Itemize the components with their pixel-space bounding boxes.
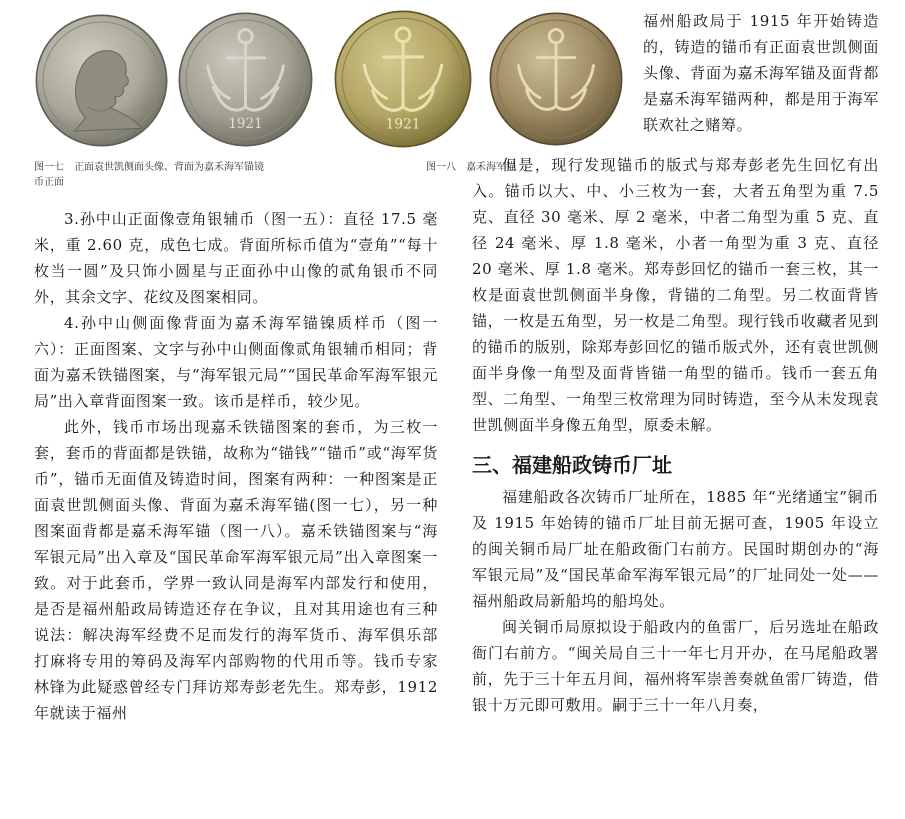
coin-anchor-reverse-bronze [489,12,623,146]
figure17-caption-line2: 币正面 [34,177,64,188]
paragraph-sun-yatsen-10-cent: 3.孙中山正面像壹角银辅币（图一五）：直径 17.5 毫米，重 2.60 克，成色七成。背面所标币值为“壹角”“每十枚当一圆”及只饰小圆星与正面孙中山像的贰角银币不同外，其余文字、花纹及图案相同。 [34,210,438,306]
coin-year-mark: 1921 [385,116,421,133]
paragraph-minguan-mint: 闽关铜币局原拟设于船政内的鱼雷厂，后另选址在船政衙门右前方。“闽关局自三十一年七月开办，在马尾船政署前，先于三十年五月间，福州将军崇善奏就鱼雷厂铸造，借银十万元即可敷用。嗣于三十一年八月奏， [472,618,879,714]
coin-anchor-reverse-1 [178,12,313,147]
figure17-caption [34,160,334,190]
figure17-caption-line1: 图一七 正面袁世凯侧面头像、背面为嘉禾海军锚镜 [34,162,264,173]
coin-portrait-obverse [35,14,168,147]
coin-anchor-obverse-gold [334,10,472,148]
right-column-top [643,8,879,138]
section-heading-mint-sites: 三、福建船政铸币厂址 [472,453,672,477]
coin-year-mark: 1921 [228,116,263,133]
left-column [34,206,438,726]
paragraph-fuzhou-1915: 福州船政局于 1915 年开始铸造的，铸造的锚币有正面袁世凯侧面头像、背面为嘉禾海军锚及面背都是嘉禾海军锚两种，都是用于海军联欢社之赌筹。 [643,12,879,134]
paragraph-anchor-coin-sets: 此外，钱币市场出现嘉禾铁锚图案的套币，为三枚一套，套币的背面都是铁锚，故称为“锚钱”“锚币”或“海军货币”，锚币无面值及铸造时间，图案有两种：一种图案是正面袁世凯侧面头像、背面为嘉禾海军锚(图一七），另一种图案面背都是嘉禾海军锚（图一八）。嘉禾铁锚图案与“海军银元局”出入章及“国民革命军海军银元局”出入章图案一致。对于此套币，学界一致认同是海军内部发行和使用，是否是福州船政局铸造还存在争议，且对其用途也有三种说法：解决海军经费不足而发行的海军货币、海军俱乐部打麻将专用的筹码及海军内部购物的代用币等。钱币专家林锋为此疑惑曾经专门拜访郑寿彭老先生。郑寿彭，1912 年就读于福州 [34,418,438,722]
figure18-caption-text: 图一八 嘉禾海军锚 [426,162,516,173]
paragraph-sun-yatsen-nickel-pattern: 4.孙中山侧面像背面为嘉禾海军锚镍质样币（图一六）：正面图案、文字与孙中山侧面像贰角银辅币相同；背面为嘉禾铁锚图案，与“海军银元局”“国民革命军海军银元局”出入章背面图案一致。该币是样币，较少见。 [34,314,438,410]
paragraph-mint-locations: 福建船政各次铸币厂址所在，1885 年“光绪通宝”铜币及 1915 年始铸的锚币厂址目前无据可查，1905 年设立的闽关铜币局厂址在船政衙门右前方。民国时期创办的“海军银元局”及“国民革命军海军银元局”的厂址同处一处——福州船政局新船坞的船坞处。 [472,488,879,610]
paragraph-anchor-coin-variants: 但是，现行发现锚币的版式与郑寿彭老先生回忆有出入。锚币以大、中、小三枚为一套，大者五角型为重 7.5 克、直径 30 毫米、厚 2 毫米，中者二角型为重 5 克、直径 24 毫米、厚 1.8 毫米，小者一角型为重 3 克、直径 20 毫米、厚 1.8 毫米。郑寿彭回忆的锚币一套三枚，其一枚是面袁世凯侧面半身像，背锚的二角型。另二枚面背皆锚，一枚是五角型，另一枚是二角型。现行钱币收藏者见到的锚币的版别，除郑寿彭回忆的锚币版式外，还有袁世凯侧面半身像一角型及面背皆锚一角型的锚币。钱币一套五角型、二角型、一角型三枚常理为同时铸造，至今从未发现袁世凯侧面半身像五角型，原委未解。 [472,156,879,434]
right-column [472,152,879,718]
